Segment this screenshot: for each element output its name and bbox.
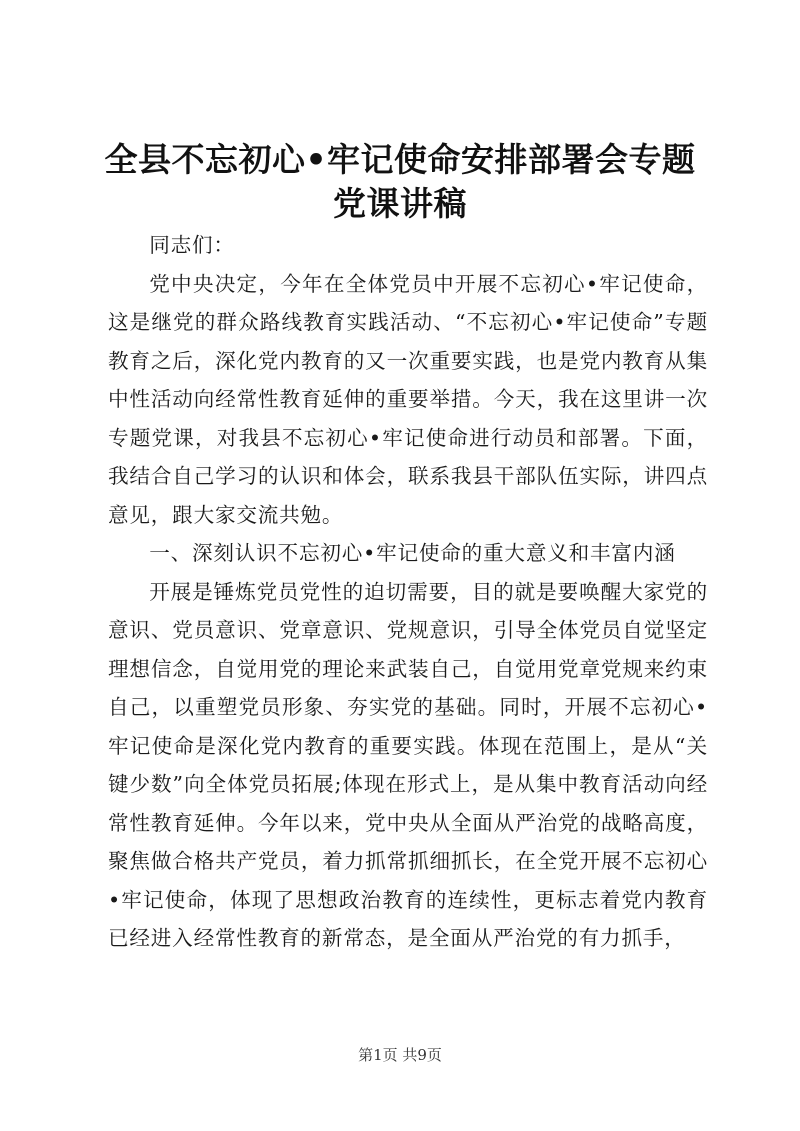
paragraph-section-1: 开展是锤炼党员党性的迫切需要，目的就是要唤醒大家党的意识、党员意识、党章意识、党规意识，引导全体党员自觉坚定理想信念，自觉用党的理论来武装自己，自觉用党章党规来约束自己，以重塑党员形象、夯实党的基础。同时，开展不忘初心•牢记使命是深化党内教育的重要实践。体现在范围上，是从“关键少数”向全体党员拓展;体现在形式上，是从集中教育活动向经常性教育延伸。今年以来，党中央从全面从严治党的战略高度，聚焦做合格共产党员，着力抓常抓细抓长，在全党开展不忘初心•牢记使命，体现了思想政治教育的连续性，更标志着党内教育已经进入经常性教育的新常态，是全面从严治党的有力抓手，	[108, 579, 708, 950]
page-footer: 第1页 共9页	[358, 1046, 442, 1064]
page-title: 全县不忘初心•牢记使命安排部署会专题党课讲稿	[104, 140, 696, 223]
document-body	[108, 226, 708, 958]
section-heading-1: 一、深刻认识不忘初心•牢记使命的重大意义和丰富内涵	[149, 541, 676, 565]
paragraph-intro: 党中央决定，今年在全体党员中开展不忘初心•牢记使命，这是继党的群众路线教育实践活动、“不忘初心•牢记使命”专题教育之后，深化党内教育的又一次重要实践，也是党内教育从集中性活动向经常性教育延伸的重要举措。今天，我在这里讲一次专题党课，对我县不忘初心•牢记使命进行动员和部署。下面，我结合自己学习的认识和体会，联系我县干部队伍实际，讲四点意见，跟大家交流共勉。	[108, 271, 708, 527]
salutation: 同志们：	[149, 233, 235, 257]
